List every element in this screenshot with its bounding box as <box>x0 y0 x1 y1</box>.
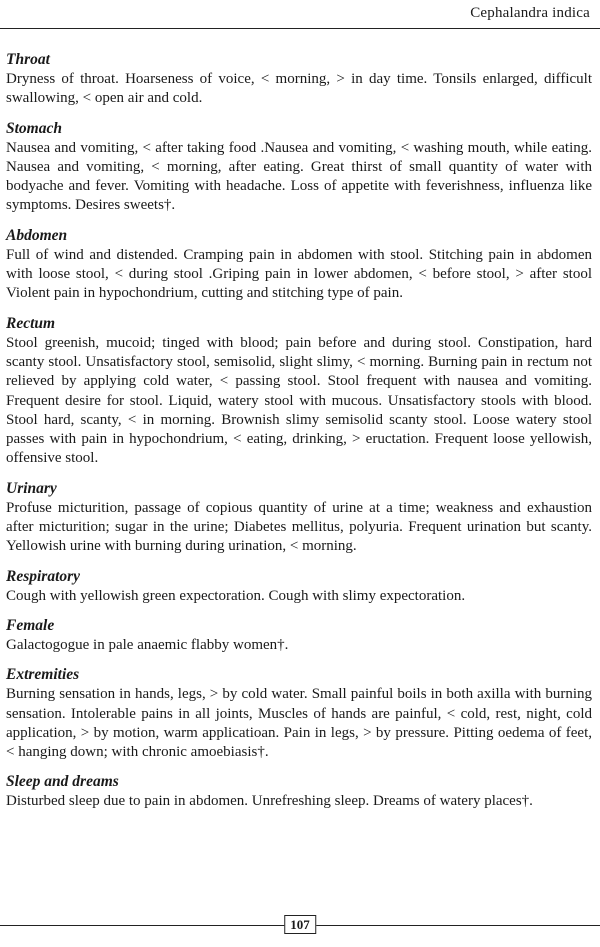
section-text: Dryness of throat. Hoarseness of voice, < morning, > in day time. Tonsils enlarged, difficult swallowing, < open air and cold. <box>6 71 592 107</box>
section-heading: Stomach <box>6 119 62 137</box>
page-number: 107 <box>284 915 316 934</box>
section-text: Disturbed sleep due to pain in abdomen. Unrefreshing sleep. Dreams of watery places†. <box>6 793 533 810</box>
section-heading: Respiratory <box>6 567 81 585</box>
section-stomach <box>6 119 592 216</box>
section-urinary <box>6 479 592 557</box>
section-abdomen <box>6 226 592 304</box>
running-header <box>0 0 600 30</box>
section-rectum <box>6 314 592 469</box>
running-title: Cephalandra indica <box>470 5 590 21</box>
section-throat <box>6 50 592 109</box>
section-text: Burning sensation in hands, legs, > by cold water. Small painful boils in both axilla with burning sensation. Intolerable pains in all joints, Muscles of hands are painful, < cold, rest, night, cold application, > by motion, warm applicatioan. Pain in legs, > by pressure. Pitting oedema of feet, < hanging down; with chronic amoebiasis†. <box>6 686 592 761</box>
section-heading: Urinary <box>6 479 57 497</box>
section-sleep-and-dreams <box>6 772 592 811</box>
section-respiratory <box>6 567 592 606</box>
section-text: Profuse micturition, passage of copious quantity of urine at a time; weakness and exhaustion after micturition; sugar in the urine; Diabetes mellitus, polyuria. Frequent urination but scanty. Yellowish urine with burning during urination, < morning. <box>6 499 592 555</box>
section-heading: Sleep and dreams <box>6 773 119 791</box>
section-extremities <box>6 665 592 762</box>
section-heading: Throat <box>6 51 50 68</box>
section-heading: Extremities <box>6 666 80 684</box>
section-female <box>6 616 592 655</box>
section-text: Stool greenish, mucoid; tinged with blood; pain before and during stool. Constipation, hard scanty stool. Unsatisfactory stool, semisolid, slight slimy, < morning. Burning pain in rectum not relieved by applying cold water, < passing stool. Stool frequent with nausea and vomiting. Frequent desire for stool. Liquid, watery stool with mucous. Unsatisfactory stools with blood. Stool hard, scanty, < in morning. Brownish slimy semisolid scanty stool. Loose watery stool passes with pain in hypochondrium, < eating, drinking, > eructation. Frequent loose yellowish, offensive stool. <box>6 334 592 467</box>
section-text: Cough with yellowish green expectoration. Cough with slimy expectoration. <box>6 587 466 604</box>
section-text: Nausea and vomiting, < after taking food .Nausea and vomiting, < washing mouth, while eating. Nausea and vomiting, < morning, after eating. Great thirst of small quantity of water with bodyache and fever. Vomiting with headache. Loss of appetite with feverishness, influenza like symptoms. Desires sweets†. <box>6 139 592 214</box>
section-heading: Abdomen <box>6 226 68 244</box>
section-text: Galactogogue in pale anaemic flabby women†. <box>6 636 289 653</box>
page-content <box>6 50 592 822</box>
header-rule <box>0 28 600 29</box>
section-heading: Rectum <box>6 314 56 332</box>
section-heading: Female <box>6 616 55 634</box>
section-text: Full of wind and distended. Cramping pain in abdomen with stool. Stitching pain in abdomen with loose stool, < during stool .Griping pain in lower abdomen, < before stool, > after stool Violent pain in hypochondrium, cutting and stitching type of pain. <box>6 246 592 302</box>
page-footer <box>0 914 600 936</box>
